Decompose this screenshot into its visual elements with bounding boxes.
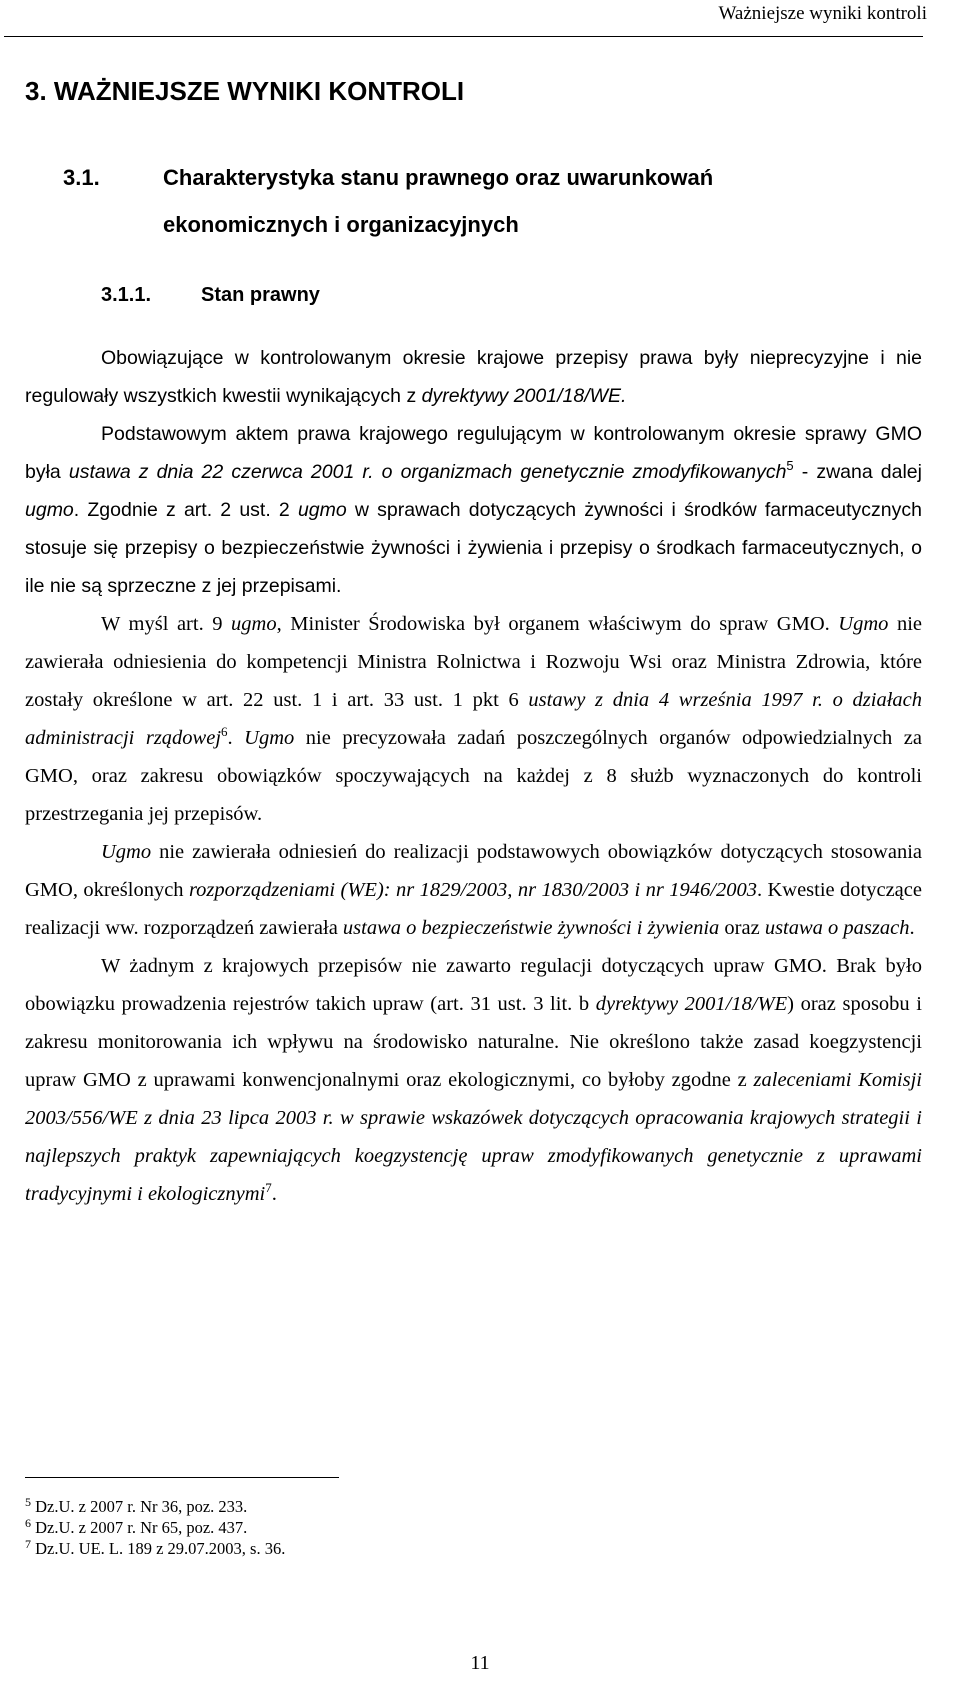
running-header: Ważniejsze wyniki kontroli — [718, 3, 927, 24]
paragraph-2: Podstawowym aktem prawa krajowego regulującym w kontrolowanym okresie sprawy GMO była ustawa z dnia 22 czerwca 2001 r. o organizmach genetycznie zmodyfikowanych$^5$ - zwana dalej ugmo. Zgodnie z art. 2 ust. 2 ugmo w sprawach dotyczących żywności i środków farmaceutycznych stosuje się przepisy o bezpieczeństwie żywności i żywienia i przepisy o środkach farmaceutycznych, o ile nie są sprzeczne z jej przepisami. — [25, 423, 922, 597]
footnote-5: $^5$ Dz.U. z 2007 r. Nr 36, poz. 233. — [25, 1495, 248, 1516]
subsection-title: Charakterystyka stanu prawnego oraz uwarunkowań ekonomicznych i organizacyjnych — [163, 165, 714, 237]
subsection-number: 3.1. — [63, 165, 100, 190]
footnote-7: $^7$ Dz.U. UE. L. 189 z 29.07.2003, s. 36. — [25, 1537, 286, 1558]
paragraph-3: W myśl art. 9 ugmo, Minister Środowiska był organem właściwym do spraw GMO. Ugmo nie zawierała odniesienia do kompetencji Ministra Rolnictwa i Rozwoju Wsi oraz Ministra Zdrowia, które zostały określone w art. 22 ust. 1 i art. 33 ust. 1 pkt 6 ustawy z dnia 4 września 1997 r. o działach administracji rządowej$^6$. Ugmo nie precyzowała zadań poszczególnych organów odpowiedzialnych za GMO, oraz zakresu obowiązków spoczywających na każdej z 8 służb wyznaczonych do kontroli przestrzegania jej przepisów. — [25, 613, 923, 825]
header-rule — [4, 36, 923, 37]
footnote-ref-7: 7 — [265, 1180, 272, 1195]
subsubsection-number: 3.1.1. — [101, 284, 152, 306]
paragraph-4: Ugmo nie zawierała odniesień do realizacji podstawowych obowiązków dotyczących stosowania GMO, określonych rozporządzeniami (WE): nr 1829/2003, nr 1830/2003 i nr 1946/2003. Kwestie dotyczące realizacji ww. rozporządzeń zawierała ustawa o bezpieczeństwie żywności i żywienia oraz ustawa o paszach. — [25, 841, 922, 939]
footnote-separator — [25, 1477, 339, 1478]
footnote-ref-5: 5 — [786, 458, 794, 473]
subsubsection-title: Stan prawny — [201, 284, 320, 306]
paragraph-1: Obowiązujące w kontrolowanym okresie krajowe przepisy prawa były nieprecyzyjne i nie regulowały wszystkich kwestii wynikających z dyrektywy 2001/18/WE. — [25, 347, 922, 407]
footnote-ref-6: 6 — [221, 724, 228, 739]
body-text — [25, 339, 922, 1213]
page-number: 11 — [470, 1652, 490, 1674]
paragraph-5: W żadnym z krajowych przepisów nie zawarto regulacji dotyczących upraw GMO. Brak było obowiązku prowadzenia rejestrów takich upraw (art. 31 ust. 3 lit. b dyrektywy 2001/18/WE) oraz sposobu i zakresu monitorowania ich wpływu na środowisko naturalne. Nie określono także zasad koegzystencji upraw GMO z uprawami konwencjonalnymi oraz ekologicznymi, co byłoby zgodne z zaleceniami Komisji 2003/556/WE z dnia 23 lipca 2003 r. w sprawie wskazówek dotyczących opracowania krajowych strategii i najlepszych praktyk zapewniających koegzystencję upraw zmodyfikowanych genetycznie z uprawami tradycyjnymi i ekologicznymi$^7$. — [25, 955, 922, 1205]
footnote-6: $^6$ Dz.U. z 2007 r. Nr 65, poz. 437. — [25, 1516, 248, 1537]
section-heading: 3. WAŻNIEJSZE WYNIKI KONTROLI — [25, 76, 465, 106]
footnotes — [25, 1496, 285, 1559]
